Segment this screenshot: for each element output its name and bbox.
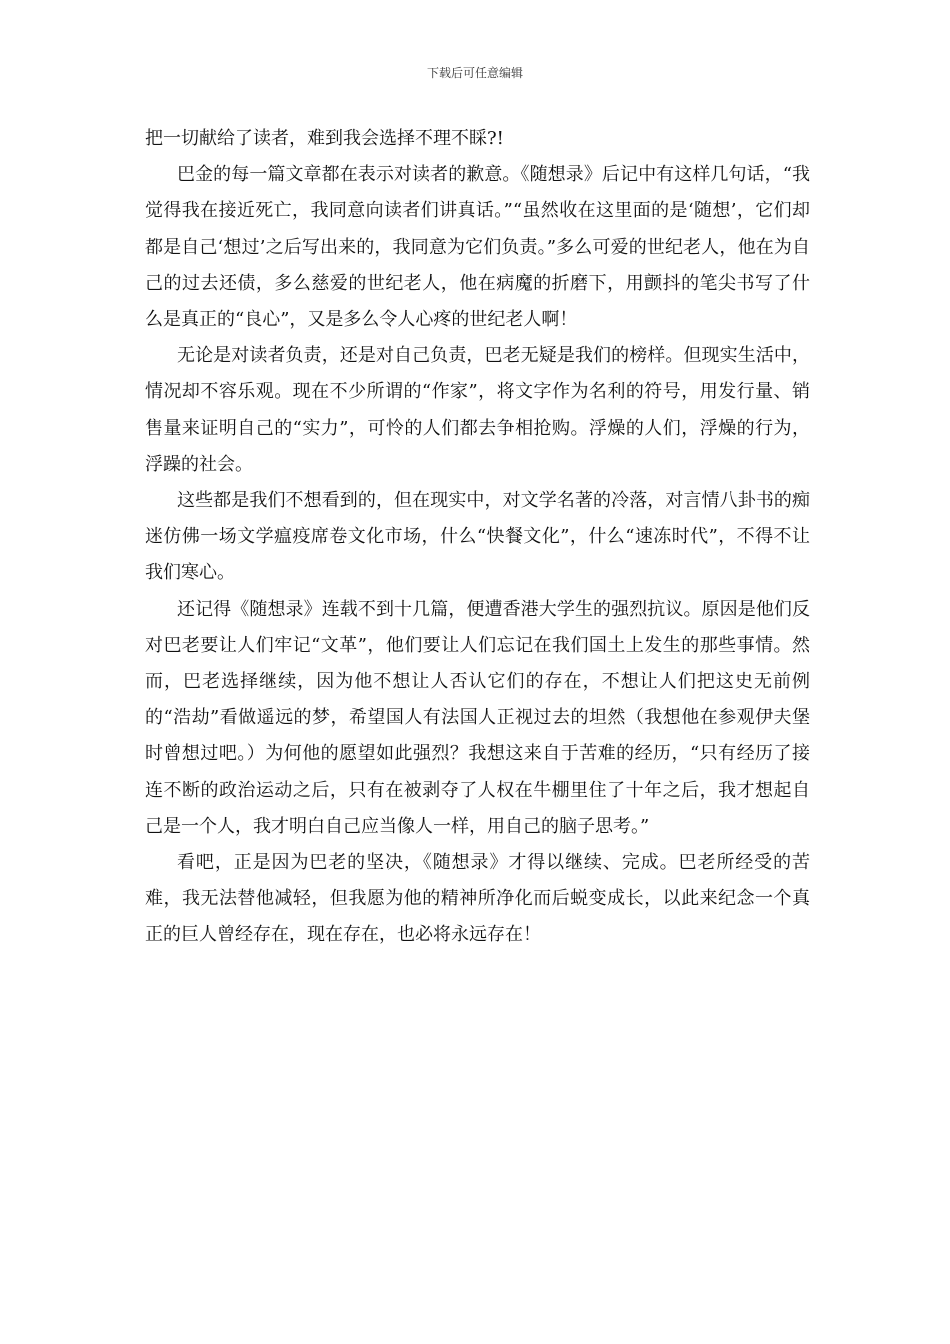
paragraph: 看吧，正是因为巴老的坚决，《随想录》才得以继续、完成。巴老所经受的苦难，我无法替他减轻，但我愿为他的精神所净化而后蜕变成长，以此来纪念一个真正的巨人曾经存在，现在存在，也必将永远存在！ bbox=[145, 852, 810, 946]
paragraph: 这些都是我们不想看到的，但在现实中，对文学名著的冷落，对言情八卦书的痴迷仿佛一场文学瘟疫席卷文化市场，什么“快餐文化”，什么“速冻时代”，不得不让我们寒心。 bbox=[145, 490, 810, 584]
document-body bbox=[145, 121, 810, 954]
page-header: 下载后可任意编辑 bbox=[426, 66, 523, 80]
paragraph: 还记得《随想录》连载不到十几篇，便遭香港大学生的强烈抗议。原因是他们反对巴老要让人们牢记“文革”，他们要让人们忘记在我们国土上发生的那些事情。然而，巴老选择继续，因为他不想让人否认它们的存在，不想让人们把这史无前例的“浩劫”看做遥远的梦，希望国人有法国人正视过去的坦然（我想他在参观伊夫堡时曾想过吧。）为何他的愿望如此强烈？我想这来自于苦难的经历，“只有经历了接连不断的政治运动之后，只有在被剥夺了人权在牛棚里住了十年之后，我才想起自己是一个人，我才明白自己应当像人一样，用自己的脑子思考。” bbox=[145, 598, 810, 837]
paragraph: 巴金的每一篇文章都在表示对读者的歉意。《随想录》后记中有这样几句话，“我觉得我在接近死亡，我同意向读者们讲真话。”“虽然收在这里面的是‘随想’，它们却都是自己‘想过’之后写出来的，我同意为它们负责。”多么可爱的世纪老人，他在为自己的过去还债，多么慈爱的世纪老人，他在病魔的折磨下，用颤抖的笔尖书写了什么是真正的“良心”，又是多么令人心疼的世纪老人啊！ bbox=[145, 164, 810, 331]
paragraph: 无论是对读者负责，还是对自己负责，巴老无疑是我们的榜样。但现实生活中，情况却不容乐观。现在不少所谓的“作家”，将文字作为名利的符号，用发行量、销售量来证明自己的“实力”，可怜的人们都去争相抢购。浮燥的人们，浮燥的行为，浮躁的社会。 bbox=[145, 345, 810, 475]
paragraph-continuation: 把一切献给了读者，难到我会选择不理不睬?! bbox=[145, 128, 504, 149]
